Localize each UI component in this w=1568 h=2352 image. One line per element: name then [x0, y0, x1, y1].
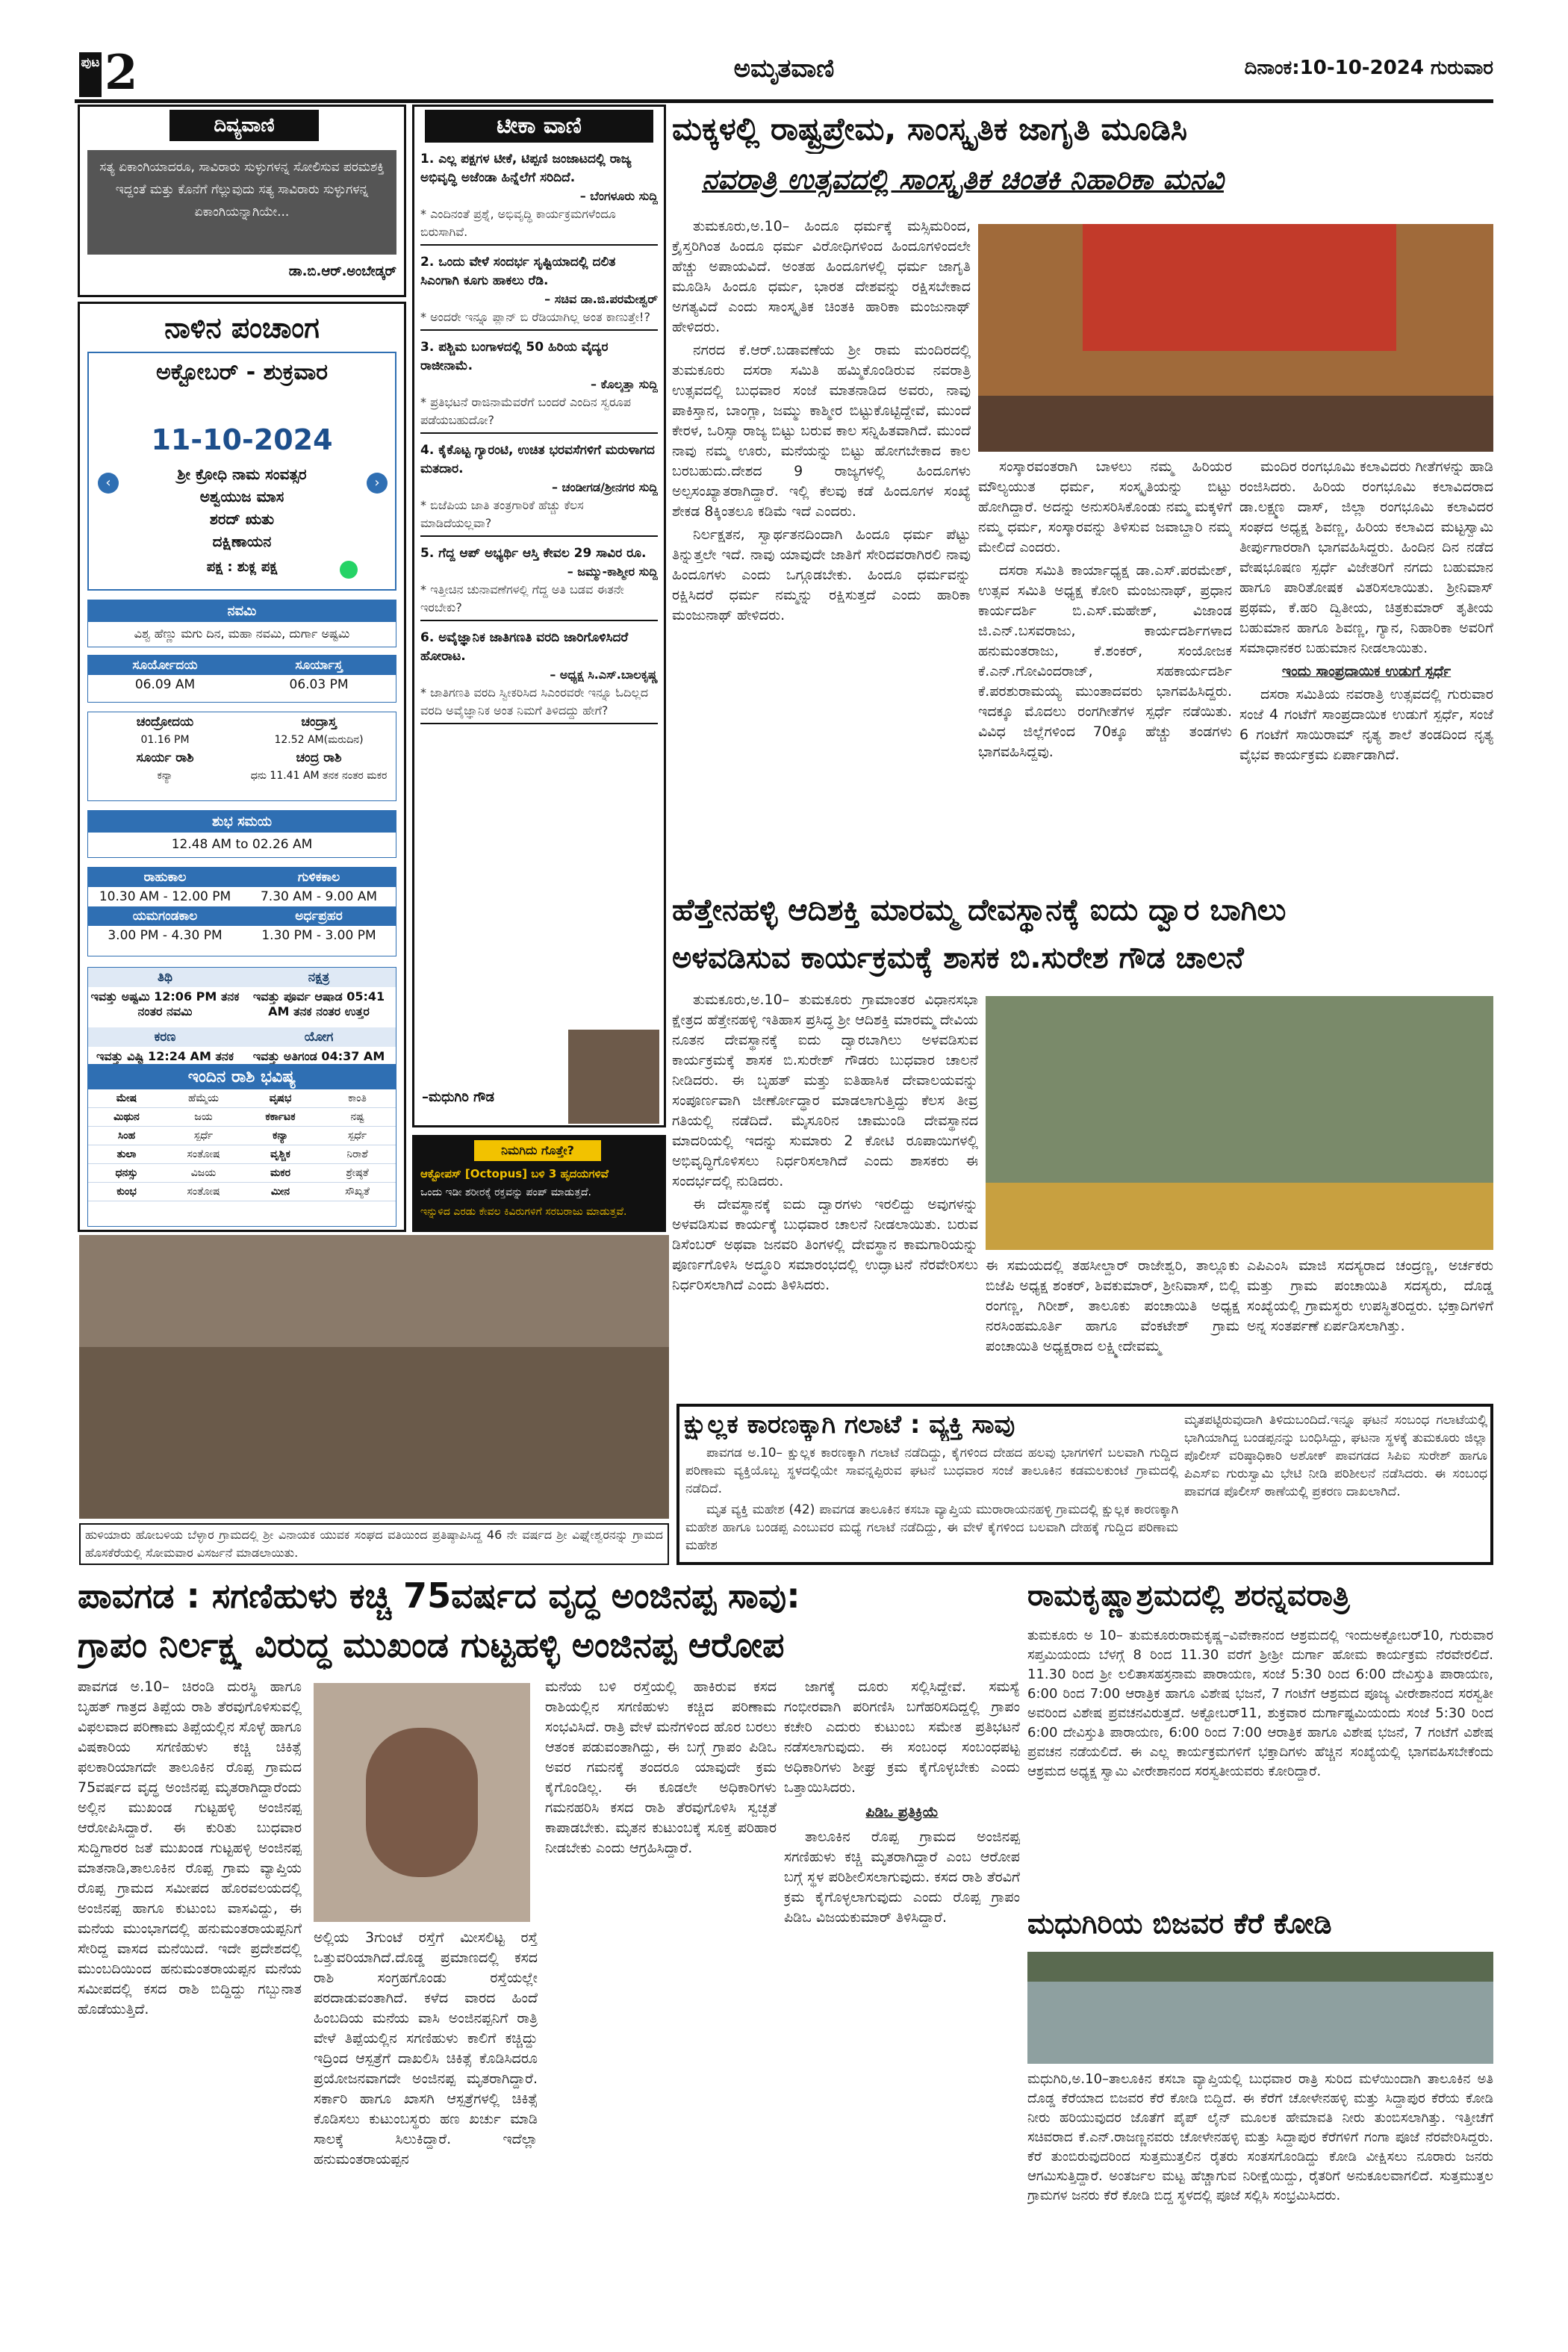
quiz-line-3: ಇನ್ನುಳಿದ ಎರಡು ಕೇವಲ ಕಿವಿರುಗಳಿಗೆ ಸರಬರಾಜು ಮಾಡುತ್ತವೆ.	[420, 1206, 627, 1218]
rashi-prediction: ಕಾಂತಿ	[348, 1092, 367, 1104]
calendar-line-3: ಶರದ್ ಋತು	[209, 510, 275, 528]
lake-photo	[1027, 1952, 1493, 2064]
rashi-row	[88, 1127, 396, 1145]
divyavani-author: ಡಾ.ಬಿ.ಆರ್.ಅಂಬೇಡ್ಕರ್	[288, 264, 396, 279]
rashi-prediction: ಶ್ರೇಷ್ಠತೆ	[346, 1167, 369, 1179]
galate-para-2: ಮೃತ ವ್ಯಕ್ತಿ ಮಹೇಶ (42) ಪಾವಗಡ ತಾಲೂಕಿನ ಕಸಬಾ ವ್ಯಾಪ್ತಿಯ ಮುರಾರಾಯನಹಳ್ಳಿ ಗ್ರಾಮದಲ್ಲಿ ಕ್ಷುಲ್ಲಕ ಕಾರಣಕ್ಕಾಗಿ ಮಹೇಶ ಹಾಗೂ ಬಂಡಪ್ಪ ಎಂಬುವರ ಮಧ್ಯೆ ಗಲಾಟೆ ನಡೆದಿದ್ದು, ಈ ವೇಳೆ ಕೈಗಳಿಂದ ಬಲವಾಗಿ ದೇಹಕ್ಕೆ ಗುದ್ದಿದ ಪರಿಣಾಮ ಮಹೇಶ	[685, 1502, 1178, 1553]
abhijit-label: ಅರ್ಧಪ್ರಹರ	[295, 909, 343, 924]
teeka-answer: * ಅಂದರೇ ಇನ್ನೂ ಪ್ಲಾನ್ ಬಿ ರೆಡಿಯಾಗಿಲ್ಲ ಅಂತ ಕಾಣುತ್ತೇ!?	[420, 310, 650, 324]
lead-col3	[1239, 457, 1493, 883]
lead-para-3: ನಿರ್ಲಕ್ಷತನ, ಸ್ವಾರ್ಥತನದಿಂದಾಗಿ ಹಿಂದೂ ಧರ್ಮ ಪೆಟ್ಟು ತಿನ್ನುತ್ತಲೇ ಇದೆ. ನಾವು ಯಾವುದೇ ಜಾತಿಗೆ ಸೇರಿದವರಾಗಿರಲಿ ನಾವು ಹಿಂದೂಗಳು ಎಂದು ಒಗ್ಗೂಡಬೇಕು. ಹಿಂದೂ ಧರ್ಮವನ್ನು ರಕ್ಷಿಸಿದರೆ ಧರ್ಮ ನಮ್ಮನ್ನು ರಕ್ಷಿಸುತ್ತದೆ ಎಂದು ಹಾರಿಕಾ ಮಂಜುನಾಥ್ ಹೇಳಿದರು.	[672, 526, 971, 623]
teeka-byline: –ಮಧುಗಿರಿ ಗೌಡ	[422, 1089, 494, 1105]
rashi-prediction: ನಿರಾಶೆ	[346, 1148, 368, 1160]
moon-block	[87, 712, 396, 801]
sunset-value: 06.03 PM	[289, 677, 349, 692]
festival-block	[87, 600, 396, 647]
stage-backdrop	[1083, 224, 1396, 351]
rashi-prediction: ಸ್ಪರ್ಧೆ	[193, 1130, 214, 1142]
teeka-box	[412, 105, 666, 1127]
teeka-source: – ಜಮ್ಮು-ಕಾಶ್ಮೀರ ಸುದ್ದಿ	[567, 564, 658, 579]
story2-photo	[986, 996, 1493, 1250]
quiz-box	[412, 1135, 666, 1232]
rashi-sign: ಕನ್ಯಾ	[273, 1130, 288, 1142]
lake-shore	[1027, 1952, 1493, 1982]
festival-text: ವಿಶ್ವ ಹೆಣ್ಣು ಮಗು ದಿನ, ಮಹಾ ನವಮಿ, ದುರ್ಗಾ ಅಷ್ಟಮಿ	[134, 626, 350, 641]
columnist-photo	[568, 1030, 659, 1124]
nakshatra-label: ನಕ್ಷತ್ರ	[242, 968, 396, 987]
rashi-prediction: ನಷ್ಟ	[350, 1111, 364, 1123]
teeka-question: 6. ಅವೈಜ್ಞಾನಿಕ ಜಾತಿಗಣತಿ ವರದಿ ಜಾರಿಗೊಳಿಸಿದರೆ ಹೋರಾಟ.	[420, 630, 629, 664]
shubha-block	[87, 810, 396, 858]
yama-value: 3.00 PM - 4.30 PM	[108, 928, 223, 943]
rashi-sign: ಮೇಷ	[116, 1092, 137, 1104]
rashi-sign: ವೃಶ್ಚಿಕ	[270, 1148, 290, 1160]
yoga-value: ಇವತ್ತು ಅತಿಗಂಡ 04:37 AM	[252, 1049, 385, 1063]
panchanga-box	[78, 302, 406, 1232]
lead-caption-left: ಸಂಸ್ಕಾರವಂತರಾಗಿ ಬಾಳಲು ನಮ್ಮ ಹಿರಿಯರ ಮೌಲ್ಯಯುತ ಧರ್ಮ, ಸಂಸ್ಕೃತಿಯನ್ನು ಬಿಟ್ಟು ಹೋಗಿದ್ದಾರೆ. ಅದನ್ನು ಅನುಸರಿಸಿಕೊಂಡು ನಮ್ಮ ಮಕ್ಕಳಿಗೆ ನಮ್ಮ ಧರ್ಮ, ಸಂಸ್ಕಾರವನ್ನು ತಿಳಿಸುವ ಜವಾಬ್ದಾರಿ ನಮ್ಮ ಮೇಲಿದೆ ಎಂದರು.	[978, 458, 1232, 556]
ganesha-caption: ಹುಳಿಯಾರು ಹೋಬಳಿಯ ಬೆಳ್ಳಾರ ಗ್ರಾಮದಲ್ಲಿ ಶ್ರೀ ವಿನಾಯಕ ಯುವಕ ಸಂಘದ ವತಿಯಿಂದ ಪ್ರತಿಷ್ಠಾಪಿಸಿದ್ದ 46 ನೇ ವರ್ಷದ ಶ್ರೀ ವಿಘ್ನೇಶ್ವರನನ್ನು ಗ್ರಾಮದ ಹೊಸಕೆರೆಯಲ್ಲಿ ಸೋಮವಾರ ವಿಸರ್ಜನೆ ಮಾಡಲಾಯಿತು.	[79, 1523, 669, 1565]
flower-pile	[986, 1183, 1493, 1250]
sunset-label: ಸೂರ್ಯಾಸ್ತ	[295, 658, 343, 673]
portrait-face	[366, 1728, 478, 1877]
lead-inner-head: ಇಂದು ಸಾಂಪ್ರದಾಯಿಕ ಉಡುಗೆ ಸ್ಪರ್ಧೆ	[1281, 663, 1452, 679]
surya-rashi-label: ಸೂರ್ಯ ರಾಶಿ	[136, 750, 194, 765]
lead-para-6: ದಸರಾ ಸಮಿತಿಯ ನವರಾತ್ರಿ ಉತ್ಸವದಲ್ಲಿ ಗುರುವಾರ ಸಂಜೆ 4 ಗಂಟೆಗೆ ಸಾಂಪ್ರದಾಯಿಕ ಉಡುಗೆ ಸ್ಪರ್ಧೆ, ಸಂಜೆ 6 ಗಂಟೆಗೆ ಸಾಯಿರಾಮ್ ನೃತ್ಯ ಶಾಲೆ ತಂಡದಿಂದ ನೃತ್ಯ ವೈಭವ ಕಾರ್ಯಕ್ರಮ ಏರ್ಪಾಡಾಗಿದೆ.	[1239, 686, 1493, 763]
teeka-answer: * ಬಿಜೆಪಿಯ ಜಾತಿ ತಂತ್ರಗಾರಿಕೆ ಹೆಚ್ಚು ಕೆಲಸ ಮಾಡಿದೆಯಲ್ಲವಾ?	[420, 498, 584, 530]
lead-para-4: ದಸರಾ ಸಮಿತಿ ಕಾರ್ಯಾಧ್ಯಕ್ಷ ಡಾ.ಎಸ್.ಪರಮೇಶ್, ಉತ್ಸವ ಸಮಿತಿ ಅಧ್ಯಕ್ಷ ಕೋರಿ ಮಂಜುನಾಥ್, ಪ್ರಧಾನ ಕಾರ್ಯದರ್ಶಿ ಬಿ.ಎಸ್.ಮಹೇಶ್, ವಿಜಾಂಡ ಜಿ.ಎನ್.ಬಸವರಾಜು, ಕಾರ್ಯದರ್ಶಿಗಳಾದ ಹನುಮಂತರಾಜು, ಕೆ.ಶಂಕರ್, ಸಂಯೋಜಕ ಕೆ.ಎನ್.ಗೋವಿಂದರಾಜ್, ಸಹಕಾರ್ಯದರ್ಶಿ ಕೆ.ಪರಶುರಾಮಯ್ಯ ಮುಂತಾದವರು ಭಾಗವಹಿಸಿದ್ದರು. ಇದಕ್ಕೂ ಮೊದಲು ರಂಗಗೀತೆಗಳ ಸ್ಪರ್ಧೆ ನಡೆಯಿತು. ವಿವಿಧ ಜಿಲ್ಲೆಗಳಿಂದ 70ಕ್ಕೂ ಹೆಚ್ಚು ತಂಡಗಳು ಭಾಗವಹಿಸಿದ್ದವು.	[978, 562, 1232, 760]
calendar-month-day: ಅಕ್ಟೋಬರ್ - ಶುಕ್ರವಾರ	[155, 359, 329, 385]
teeka-answer: * ಪ್ರತಿಭಟನೆ ರಾಜಿನಾಮೆವರೆಗೆ ಬಂದರೆ ಎಂದಿನ ಸ್ವರೂಪ ಪಡೆಯಬಹುದೋ?	[420, 395, 631, 427]
bottom-col3: ಮನೆಯ ಬಳಿ ರಸ್ತೆಯಲ್ಲಿ ಹಾಕಿರುವ ಕಸದ ರಾಶಿಯಲ್ಲಿನ ಸಗಣಿಹುಳು ಕಚ್ಚಿದ ಪರಿಣಾಮ ಸಂಭವಿಸಿದೆ. ರಾತ್ರಿ ವೇಳೆ ಮನೆಗಳಿಂದ ಹೊರ ಬರಲು ಆತಂಕ ಪಡುವಂತಾಗಿದ್ದು, ಈ ಬಗ್ಗೆ ಗ್ರಾಪಂ ಪಿಡಿಒ ಅವರ ಗಮನಕ್ಕೆ ತಂದರೂ ಯಾವುದೇ ಕ್ರಮ ಕೈಗೊಂಡಿಲ್ಲ. ಈ ಕೂಡಲೇ ಅಧಿಕಾರಿಗಳು ಗಮನಹರಿಸಿ ಕಸದ ರಾಶಿ ತೆರವುಗೊಳಿಸಿ ಸ್ವಚ್ಛತೆ ಕಾಪಾಡಬೇಕು. ಮೃತನ ಕುಟುಂಬಕ್ಕೆ ಸೂಕ್ತ ಪರಿಹಾರ ನೀಡಬೇಕು ಎಂದು ಆಗ್ರಹಿಸಿದ್ದಾರೆ.	[545, 1679, 777, 1856]
rashi-sign: ಮಿಥುನ	[113, 1111, 140, 1123]
rahu-value: 10.30 AM - 12.00 PM	[99, 889, 231, 904]
bottom-col4-subhead: ಪಿಡಿಒ ಪ್ರತಿಕ್ರಿಯೆ	[865, 1804, 939, 1820]
divyavani-title: ದಿವ್ಯವಾಣಿ	[169, 110, 319, 141]
bottom-col4-text-a: ಜಾಗಕ್ಕೆ ದೂರು ಸಲ್ಲಿಸಿದ್ದೇವೆ. ಸಮಸ್ಯೆ ಗಂಭೀರವಾಗಿ ಪರಿಗಣಿಸಿ ಬಗೆಹರಿಸದಿದ್ದಲ್ಲಿ ಗ್ರಾಪಂ ಕಚೇರಿ ಎದುರು ಕುಟುಂಬ ಸಮೇತ ಪ್ರತಿಭಟನೆ ನಡೆಸಲಾಗುವುದು. ಈ ಸಂಬಂಧ ಸಂಬಂಧಪಟ್ಟ ಅಧಿಕಾರಿಗಳು ಶೀಘ್ರ ಕ್ರಮ ಕೈಗೊಳ್ಳಬೇಕು ಎಂದು ಒತ್ತಾಯಿಸಿದರು.	[784, 1679, 1020, 1796]
rashi-row	[88, 1108, 396, 1127]
prev-day-button[interactable]: ‹	[98, 473, 119, 494]
rashi-prediction: ಸಂತೋಷ	[187, 1148, 220, 1160]
story2-headline-1: ಹೆತ್ತೇನಹಳ್ಳಿ ಆದಿಶಕ್ತಿ ಮಾರಮ್ಮ ದೇವಸ್ಥಾನಕ್ಕೆ ಐದು ದ್ವಾರ ಬಾಗಿಲು	[672, 893, 1287, 927]
moonrise-label: ಚಂದ್ರೋದಯ	[136, 715, 194, 729]
festival-head: ನವಮಿ	[88, 600, 396, 622]
rashi-sign: ತುಲಾ	[116, 1148, 137, 1160]
galate-box	[676, 1404, 1493, 1565]
calendar-card	[87, 352, 396, 591]
panchanga-title: ನಾಳಿನ ಪಂಚಾಂಗ	[164, 311, 320, 344]
galate-headline: ಕ್ಷುಲ್ಲಕ ಕಾರಣಕ್ಕಾಗಿ ಗಲಾಟೆ : ವ್ಯಕ್ತಿ ಸಾವು	[684, 1410, 1015, 1440]
teeka-item	[420, 441, 658, 537]
calendar-paksha: ಪಕ್ಷ : ಶುಕ್ಲ ಪಕ್ಷ	[206, 559, 278, 575]
rashi-grid	[88, 1089, 396, 1201]
rashi-sign: ಧನಸ್ಸು	[115, 1167, 138, 1179]
calendar-line-4: ದಕ್ಷಿಣಾಯನ	[212, 532, 272, 550]
paper-name: ಅಮೃತವಾಣಿ	[733, 54, 835, 84]
rashi-prediction: ಸಂತೋಷ	[187, 1186, 220, 1198]
ramakrishna-text: ತುಮಕೂರು ಅ 10– ತುಮಕೂರುರಾಮಕೃಷ್ಣ–ವಿವೇಕಾನಂದ ಆಶ್ರಮದಲ್ಲಿ ಇಂದುಅಕ್ಟೋಬರ್10, ಗುರುವಾರ ಸಪ್ತಮಿಯಂದು ಬೆಳಗ್ಗೆ 8 ರಿಂದ 11.30 ವರೆಗೆ ಶ್ರೀಶ್ರೀ ದುರ್ಗಾ ಹೋಮ ಕಾರ್ಯಕ್ರಮ ನೆರವೇರಲಿದೆ. 11.30 ರಿಂದ ಶ್ರೀ ಲಲಿತಾಸಹಸ್ರನಾಮ ಪಾರಾಯಣ, ಸಂಜೆ 5:30 ರಿಂದ 6:00 ದೇವಿಸ್ತುತಿ ಪಾರಾಯಣ, 6:00 ರಿಂದ 7:00 ಆರಾತ್ರಿಕ ಹಾಗೂ ವಿಶೇಷ ಭಜನೆ, 7 ಗಂಟೆಗೆ ಆಶ್ರಮದ ಪೂಜ್ಯ ವೀರೇಶಾನಂದ ಸರಸ್ವತೀ ಅವರಿಂದ ವಿಶೇಷ ಪ್ರವಚನವಿರುತ್ತದೆ. ಅಕ್ಟೋಬರ್11, ಶುಕ್ರವಾರ ದುರ್ಗಾಷ್ಟಮಿಯಂದು ಸಂಜೆ 5:30 ರಿಂದ 6:00 ದೇವಿಸ್ತುತಿ ಪಾರಾಯಣ, 6:00 ರಿಂದ 7:00 ಆರಾತ್ರಿಕ ಹಾಗೂ ವಿಶೇಷ ಭಜನೆ, 7 ಗಂಟೆಗೆ ವಿಶೇಷ ಪ್ರವಚನ ನಡೆಯಲಿದೆ. ಈ ಎಲ್ಲ ಕಾರ್ಯಕ್ರಮಗಳಿಗೆ ಭಕ್ತಾದಿಗಳು ಹೆಚ್ಚಿನ ಸಂಖ್ಯೆಯಲ್ಲಿ ಭಾಗವಹಿಸಬೇಕೆಂದು ಆಶ್ರಮದ ಅಧ್ಯಕ್ಷ ಸ್ವಾಮಿ ವೀರೇಶಾನಂದ ಸರಸ್ವತೀಯವರು ಕೋರಿದ್ದಾರೆ.	[1027, 1628, 1493, 1779]
teeka-item	[420, 150, 658, 246]
rashi-row	[88, 1089, 396, 1108]
rashi-sign: ಕುಂಭ	[116, 1186, 137, 1198]
sunrise-value: 06.09 AM	[134, 677, 196, 692]
crowd-band	[79, 1347, 669, 1519]
galate-col2: ಮೃತಪಟ್ಟಿರುವುದಾಗಿ ತಿಳಿದುಬಂದಿದೆ.ಇನ್ನೂ ಘಟನೆ ಸಂಬಂಧ ಗಲಾಟೆಯಲ್ಲಿ ಭಾಗಿಯಾಗಿದ್ದ ಬಂಡಪ್ಪನನ್ನು ಬಂಧಿಸಿದ್ದು, ಘಟನಾ ಸ್ಥಳಕ್ಕೆ ತುಮಕೂರು ಜಿಲ್ಲಾ ಪೊಲೀಸ್ ವರಿಷ್ಠಾಧಿಕಾರಿ ಅಶೋಕ್ ಪಾವಗಡದ ಸಿಪಿಐ ಸುರೇಶ್ ಹಾಗೂ ಪಿಎಸ್‌ಐ ಗುರುಸ್ವಾಮಿ ಭೇಟಿ ನೀಡಿ ಪರಿಶೀಲನೆ ನಡೆಸಿದರು. ಈ ಸಂಬಂಧ ಪಾವಗಡ ಪೊಲೀಸ್ ಠಾಣೆಯಲ್ಲಿ ಪ್ರಕರಣ ದಾಖಲಾಗಿದೆ.	[1184, 1413, 1487, 1499]
story2-para-2: ಈ ದೇವಸ್ಥಾನಕ್ಕೆ ಐದು ದ್ವಾರಗಳು ಇರಲಿದ್ದು ಅವುಗಳನ್ನು ಅಳವಡಿಸುವ ಕಾರ್ಯಕ್ಕೆ ಬುಧವಾರ ಚಾಲನೆ ನೀಡಲಾಯಿತು. ಬರುವ ಡಿಸೆಂಬರ್ ಅಥವಾ ಜನವರಿ ತಿಂಗಳಲ್ಲಿ ದೇವಸ್ಥಾನ ಕಾಮಗಾರಿಯನ್ನು ಪೂರ್ಣಗೊಳಿಸಿ ಅದ್ಧೂರಿ ಸಮಾರಂಭದಲ್ಲಿ ಉದ್ಘಾಟನೆ ನೆರವೇರಿಸಲು ನಿರ್ಧರಿಸಲಾಗಿದೆ ಎಂದು ತಿಳಿಸಿದರು.	[672, 1196, 978, 1293]
ramakrishna-headline: ರಾಮಕೃಷ್ಣಾಶ್ರಮದಲ್ಲಿ ಶರನ್ನವರಾತ್ರಿ	[1027, 1578, 1350, 1613]
divyavani-box	[78, 105, 406, 297]
bottom-col4-text-b: ತಾಲೂಕಿನ ರೊಪ್ಪ ಗ್ರಾಮದ ಅಂಜಿನಪ್ಪ ಸಗಣಿಹುಳು ಕಚ್ಚಿ ಮೃತರಾಗಿದ್ದಾರೆ ಎಂಬ ಆರೋಪ ಬಗ್ಗೆ ಸ್ಥಳ ಪರಿಶೀಲಿಸಲಾಗುವುದು. ಕಸದ ರಾಶಿ ತೆರವಿಗೆ ಕ್ರಮ ಕೈಗೊಳ್ಳಲಾಗುವುದು ಎಂದು ರೊಪ್ಪ ಗ್ರಾಪಂ ಪಿಡಿಒ ವಿಜಯಕುಮಾರ್ ತಿಳಿಸಿದ್ದಾರೆ.	[784, 1829, 1020, 1926]
rashi-row	[88, 1183, 396, 1201]
lead-photo	[978, 224, 1493, 452]
teeka-title: ಟೀಕಾ ವಾಣಿ	[425, 110, 653, 143]
ganesha-photo	[79, 1235, 669, 1519]
calendar-date: 11-10-2024	[151, 423, 333, 456]
surya-rashi-value: ಕನ್ಯಾ	[157, 770, 173, 782]
story2-headline-2: ಅಳವಡಿಸುವ ಕಾರ್ಯಕ್ರಮಕ್ಕೆ ಶಾಸಕ ಬಿ.ಸುರೇಶ ಗೌಡ ಚಾಲನೆ	[672, 941, 1244, 975]
rashi-sign: ಕರ್ಕಾಟಕ	[265, 1111, 296, 1123]
moonset-value: 12.52 AM(ಮರುದಿನ)	[274, 734, 364, 746]
rashi-block	[87, 1064, 396, 1227]
sun-block	[87, 655, 396, 703]
rashi-title: ಇಂದಿನ ರಾಶಿ ಭವಿಷ್ಯ	[88, 1065, 396, 1089]
story2-caption-left: ಈ ಸಮಯದಲ್ಲಿ ತಹಸೀಲ್ದಾರ್ ರಾಜೇಶ್ವರಿ, ತಾಲ್ಲೂಕು ಬಿಜೆಪಿ ಅಧ್ಯಕ್ಷ ಶಂಕರ್, ಶಿವಕುಮಾರ್, ಶ್ರೀನಿವಾಸ್, ಬಿಲ್ಲಿ ರಂಗಣ್ಣ, ಗಿರೀಶ್, ತಾಲೂಕು ಪಂಚಾಯಿತಿ ಅಧ್ಯಕ್ಷ ನರಸಿಂಹಮೂರ್ತಿ ಹಾಗೂ ವೆಂಕಟೇಶ್ ಗ್ರಾಮ ಪಂಚಾಯಿತಿ ಅಧ್ಯಕ್ಷರಾದ ಲಕ್ಷ್ಮೀದೇವಮ್ಮ	[986, 1257, 1239, 1354]
teeka-source: – ಬೆಂಗಳೂರು ಸುದ್ದಿ	[579, 189, 658, 203]
lead-para-1: ತುಮಕೂರು,ಅ.10– ಹಿಂದೂ ಧರ್ಮಕ್ಕೆ ಮಸ್ಸಿಮರಿಂದ, ಕ್ರೈಸ್ತರಿಗಿಂತ ಹಿಂದೂ ಧರ್ಮ ವಿರೋಧಿಗಳಿಂದ ಹಿಂದೂಗಳಿಂದಲೇ ಹೆಚ್ಚು ಅಪಾಯವಿದೆ. ಅಂತಹ ಹಿಂದೂಗಳಲ್ಲಿ ಧರ್ಮ ಜಾಗೃತಿ ಮೂಡಿಸಿ ಹಿಂದೂ ಧರ್ಮ, ಭಾರತ ದೇಶವನ್ನು ರಕ್ಷಿಸಬೇಕಾದ ಅಗತ್ಯವಿದೆ ಎಂದು ಸಾಂಸ್ಕೃತಿಕ ಚಿಂತಕಿ ಹಾರಿಕಾ ಮಂಜುನಾಥ್ ಹೇಳಿದರು.	[672, 218, 971, 335]
rashi-prediction: ಜಯ	[194, 1111, 213, 1123]
bottom-col2: ಅಲ್ಲಿಯ 3ಗುಂಟೆ ರಸ್ತೆಗೆ ಮೀಸಲಿಟ್ಟ ರಸ್ತೆ ಒತ್ತುವರಿಯಾಗಿದೆ.ದೊಡ್ಡ ಪ್ರಮಾಣದಲ್ಲಿ ಕಸದ ರಾಶಿ ಸಂಗ್ರಹಗೊಂಡು ರಸ್ತೆಯಲ್ಲೇ ಪರದಾಡುವಂತಾಗಿದೆ. ಕಳೆದ ವಾರದ ಹಿಂದೆ ಹಿಂಬದಿಯ ಮನೆಯ ವಾಸಿ ಅಂಜಿನಪ್ಪನಿಗೆ ರಾತ್ರಿ ವೇಳೆ ತಿಪ್ಪೆಯಲ್ಲಿನ ಸಗಣಿಹುಳು ಕಾಲಿಗೆ ಕಚ್ಚಿದ್ದು ಇದ್ರಿಂದ ಆಸ್ಪತ್ರೆಗೆ ದಾಖಲಿಸಿ ಚಿಕಿತ್ಸೆ ಕೊಡಿಸಿದರೂ ಪ್ರಯೋಜನವಾಗದೇ ಅಂಜಿನಪ್ಪ ಮೃತರಾಗಿದ್ದಾರೆ. ಸರ್ಕಾರಿ ಹಾಗೂ ಖಾಸಗಿ ಆಸ್ಪತ್ರೆಗಳಲ್ಲಿ ಚಿಕಿತ್ಸೆ ಕೊಡಿಸಲು ಕುಟುಂಬಸ್ಥರು ಹಣ ಖರ್ಚು ಮಾಡಿ ಸಾಲಕ್ಕೆ ಸಿಲುಕಿದ್ದಾರೆ. ಇದೆಲ್ಲಾ ಹನುಮಂತರಾಯಪ್ಪನ	[314, 1929, 538, 2168]
galate-para-1: ಪಾವಗಡ ಅ.10– ಕ್ಷುಲ್ಲಕ ಕಾರಣಕ್ಕಾಗಿ ಗಲಾಟೆ ನಡೆದಿದ್ದು, ಕೈಗಳಿಂದ ದೇಹದ ಹಲವು ಭಾಗಗಳಿಗೆ ಬಲವಾಗಿ ಗುದ್ದಿದ ಪರಿಣಾಮ ವ್ಯಕ್ತಿಯೊಬ್ಬ ಸ್ಥಳದಲ್ಲಿಯೇ ಸಾವನ್ನಪ್ಪಿರುವ ಘಟನೆ ಬುಧವಾರ ಸಂಜೆ ತಾಲೂಕಿನ ಕಡಮಲಕುಂಟೆ ಗ್ರಾಮದಲ್ಲಿ ನಡೆದಿದೆ.	[685, 1446, 1178, 1496]
calendar-line-2: ಅಶ್ವಯುಜ ಮಾಸ	[199, 488, 284, 505]
lead-col2	[978, 457, 1232, 883]
lead-para-2: ನಗರದ ಕೆ.ಆರ್.ಬಡಾವಣೆಯ ಶ್ರೀ ರಾಮ ಮಂದಿರದಲ್ಲಿ ತುಮಕೂರು ದಸರಾ ಸಮಿತಿ ಹಮ್ಮಿಕೊಂಡಿರುವ ನವರಾತ್ರಿ ಉತ್ಸವದಲ್ಲಿ ಬುಧವಾರ ಸಂಜೆ ಮಾತನಾಡಿದ ಅವರು, ನಾವು ಪಾಕಿಸ್ತಾನ, ಬಾಂಗ್ಲಾ, ಜಮ್ಮು ಕಾಶ್ಮೀರ ಬಿಟ್ಟುಕೊಟ್ಟಿದ್ದೇವೆ, ಮುಂದೆ ಕೇರಳ, ಒರಿಸ್ಸಾ ರಾಜ್ಯ ಬಿಟ್ಟು ಬರುವ ಕಾಲ ಸನ್ನಿಹಿತವಾಗಿದೆ. ಮುಂದೆ ನಾವು ನಮ್ಮ ಊರು, ಮನೆಯನ್ನು ಬಿಟ್ಟು ಹೋಗಬೇಕಾದ ಕಾಲ ಬರಬಹುದು.ದೇಶದ 9 ರಾಜ್ಯಗಳಲ್ಲಿ ಹಿಂದೂಗಳು ಅಲ್ಪಸಂಖ್ಯಾತರಾಗಿದ್ದಾರೆ. ಇಲ್ಲಿ ಕೆಲವು ಕಡೆ ಹಿಂದೂಗಳ ಸಂಖ್ಯೆ ಶೇಕಡ 8ಕ್ಕಿಂತಲೂ ಕಡಿಮೆ ಇದೆ ಎಂದರು.	[672, 342, 971, 520]
stage-floor	[978, 396, 1493, 452]
teeka-answer: * ಜಾತಿಗಣತಿ ವರದಿ ಸ್ವೀಕರಿಸಿದ ಸಿಎಂರವರೇ ಇನ್ನೂ ಓದಿಲ್ಲದ ವರದಿ ಅವೈಜ್ಞಾನಿಕ ಅಂತ ನಿಮಗೆ ತಿಳಿದದ್ದು ಹೇಗೆ?	[420, 685, 649, 718]
shubha-value: 12.48 AM to 02.26 AM	[171, 837, 313, 852]
abhijit-value: 1.30 PM - 3.00 PM	[261, 928, 376, 943]
story2-caption-right: ಎಪಿಎಂಸಿ ಮಾಜಿ ಸದಸ್ಯರಾದ ಚಂದ್ರಣ್ಣ, ಅರ್ಚಕರು ಮತ್ತು ಗ್ರಾಮ ಪಂಚಾಯಿತಿ ಸದಸ್ಯರು, ದೊಡ್ಡ ಸಂಖ್ಯೆಯಲ್ಲಿ ಗ್ರಾಮಸ್ಥರು ಉಪಸ್ಥಿತರಿದ್ದರು. ಭಕ್ತಾದಿಗಳಿಗೆ ಅನ್ನ ಸಂತರ್ಪಣೆ ಏರ್ಪಡಿಸಲಾಗಿತ್ತು.	[1247, 1257, 1493, 1334]
teeka-source: – ಚಂಡೀಗಡ/ಶ್ರೀನಗರ ಸುದ್ದಿ	[551, 480, 658, 494]
teeka-item	[420, 338, 658, 434]
gulika-value: 7.30 AM - 9.00 AM	[260, 889, 378, 904]
divyavani-quote: ಸತ್ಯ ಏಕಾಂಗಿಯಾದರೂ, ಸಾವಿರಾರು ಸುಳ್ಳುಗಳನ್ನ ಸೋಲಿಸುವ ಪರಮಶಕ್ತಿ ಇದ್ದಂತೆ ಮತ್ತು ಕೊನೆಗೆ ಗೆಲ್ಲುವುದು ಸತ್ಯ ಸಾವಿರಾರು ಸುಳ್ಳುಗಳನ್ನ ಏಕಾಂಗಿಯನ್ನಾಗಿಯೇ...	[87, 150, 396, 255]
madhugiri-headline: ಮಧುಗಿರಿಯ ಬಿಜವರ ಕೆರೆ ಕೋಡಿ	[1027, 1907, 1332, 1940]
teeka-question: 5. ಗೆದ್ದ ಆಪ್ ಅಭ್ಯರ್ಥಿ ಆಸ್ತಿ ಕೇವಲ 29 ಸಾವಿರ ರೂ.	[420, 546, 647, 561]
teeka-answer: * ಇತ್ತೀಚಿನ ಚುನಾವಣೆಗಳಲ್ಲಿ ಗೆದ್ದ ಅತಿ ಬಡವ ಈತನೇ ಇರಬೇಕು?	[420, 582, 624, 615]
rashi-row	[88, 1164, 396, 1183]
rashi-row	[88, 1145, 396, 1164]
rashi-prediction: ಸೌಖ್ಯತೆ	[345, 1186, 370, 1198]
chandra-rashi-value: ಧನು 11.41 AM ತನಕ ನಂತರ ಮಕರ	[250, 770, 388, 782]
karana-value: ಇವತ್ತು ವಿಷ್ಟಿ 12:24 AM ತನಕ	[96, 1049, 234, 1063]
teeka-source: – ಕೊಲ್ಕತ್ತಾ ಸುದ್ದಿ	[591, 377, 658, 391]
tithi-value: ಇವತ್ತು ಅಷ್ಟಮಿ 12:06 PM ತನಕ ನಂತರ ನವಮಿ	[90, 989, 240, 1018]
quiz-line-2: ಒಂದು ಇಡೀ ಶರೀರಕ್ಕೆ ರಕ್ತವನ್ನು ಪಂಪ್ ಮಾಡುತ್ತದೆ.	[420, 1186, 591, 1198]
tithi-label: ತಿಥಿ	[88, 968, 242, 987]
nakshatra-value: ಇವತ್ತು ಪೂರ್ವ ಆಷಾಡ 05:41 AM ತನಕ ನಂತರ ಉತ್ತರ	[252, 989, 385, 1018]
madhugiri-text: ಮಧುಗಿರಿ,ಅ.10–ತಾಲೂಕಿನ ಕಸಬಾ ವ್ಯಾಪ್ತಿಯಲ್ಲಿ ಬುಧವಾರ ರಾತ್ರಿ ಸುರಿದ ಮಳೆಯಿಂದಾಗಿ ತಾಲೂಕಿನ ಅತಿ ದೊಡ್ಡ ಕೆರೆಯಾದ ಬಿಜವರ ಕೆರೆ ಕೋಡಿ ಬಿದ್ದಿದೆ. ಈ ಕೆರೆಗೆ ಚೋಳೇನಹಳ್ಳಿ ಮತ್ತು ಸಿದ್ದಾಪುರ ಕೆರೆಯ ಕೋಡಿ ನೀರು ಹರಿಯುವುದರ ಜೊತೆಗೆ ಪೈಪ್ ಲೈನ್ ಮೂಲಕ ಹೇಮಾವತಿ ನೀರು ತುಂಬಿಸಲಾಗಿತ್ತು. ಇತ್ತೀಚೆಗೆ ಸಚಿವರಾದ ಕೆ.ಎನ್.ರಾಜಣ್ಣನವರು ಚೋಳೇನಹಳ್ಳಿ ಮತ್ತು ಸಿದ್ದಾಪುರ ಕೆರೆಗಳಿಗೆ ಗಂಗಾ ಪೂಜೆ ನೆರವೇರಿಸಿದ್ದರು. ಕೆರೆ ತುಂಬಿರುವುದರಿಂದ ಸುತ್ತಮುತ್ತಲಿನ ರೈತರು ಸಂತಸಗೊಂಡಿದ್ದು ಕೋಡಿ ವೀಕ್ಷಿಸಲು ನೂರಾರು ಜನರು ಆಗಮಿಸುತ್ತಿದ್ದಾರೆ. ಅಂತರ್ಜಲ ಮಟ್ಟ ಹೆಚ್ಚಾಗುವ ನಿರೀಕ್ಷೆಯಿದ್ದು, ರೈತರಿಗೆ ಅನುಕೂಲವಾಗಲಿದೆ. ಸುತ್ತಮುತ್ತಲ ಗ್ರಾಮಗಳ ಜನರು ಕೆರೆ ಕೋಡಿ ಬಿದ್ದ ಸ್ಥಳದಲ್ಲಿ ಪೂಜೆ ಸಲ್ಲಿಸಿ ಸಂಭ್ರಮಿಸಿದರು.	[1027, 2071, 1493, 2203]
lead-para-5: ಮಂದಿರ ರಂಗಭೂಮಿ ಕಲಾವಿದರು ಗೀತೆಗಳನ್ನು ಹಾಡಿ ರಂಜಿಸಿದರು. ಹಿರಿಯ ರಂಗಭೂಮಿ ಕಲಾವಿದರಾದ ಡಾ.ಲಕ್ಷ್ಮಣ ದಾಸ್, ಜಿಲ್ಲಾ ರಂಗಭೂಮಿ ಕಲಾವಿದರ ಸಂಘದ ಅಧ್ಯಕ್ಷ ಶಿವಣ್ಣ, ಹಿರಿಯ ಕಲಾವಿದ ಮಟ್ಟಸ್ವಾಮಿ ತೀರ್ಪುಗಾರರಾಗಿ ಭಾಗವಹಿಸಿದ್ದರು. ಹಿಂದಿನ ದಿನ ನಡೆದ ವೇಷಭೂಷಣ ಸ್ಪರ್ಧೆ ವಿಜೇತರಿಗೆ ನಗದು ಬಹುಮಾನ ಹಾಗೂ ಪಾರಿತೋಷಕ ವಿತರಿಸಲಾಯಿತು. ಶ್ರೀನಿವಾಸ್ ಪ್ರಥಮ, ಕೆ.ಹರಿ ದ್ವಿತೀಯ, ಚಿತ್ರಕುಮಾರ್ ತೃತೀಯ ಬಹುಮಾನ ಹಾಗೂ ಶಿವಣ್ಣ, ಗ್ಯಾನ, ನಿಹಾರಿಕಾ ಅವರಿಗೆ ಸಮಾಧಾನಕರ ಬಹುಮಾನ ನೀಡಲಾಯಿತು.	[1239, 458, 1493, 656]
kala-block	[87, 867, 396, 956]
teeka-question: 1. ಎಲ್ಲ ಪಕ್ಷಗಳ ಟೀಕೆ, ಟಿಪ್ಪಣಿ ಜಂಜಾಟದಲ್ಲಿ ರಾಜ್ಯ ಅಭಿವೃದ್ಧಿ ಅಜೆಂಡಾ ಹಿನ್ನೆಲೆಗೆ ಸರಿದಿದೆ.	[420, 152, 632, 185]
moonrise-value: 01.16 PM	[140, 734, 190, 746]
rashi-sign: ಮಕರ	[270, 1167, 291, 1179]
rashi-sign: ವೃಷಭ	[269, 1092, 292, 1104]
teeka-item	[420, 544, 658, 621]
rashi-prediction: ವಿಜಯ	[190, 1167, 217, 1179]
page-number: 2	[105, 46, 138, 101]
date-line: ದಿನಾಂಕ:10-10-2024 ಗುರುವಾರ	[1244, 57, 1493, 79]
bottom-col4	[784, 1677, 1020, 2319]
karana-label: ಕರಣ	[88, 1027, 242, 1047]
calendar-line-1: ಶ್ರೀ ಕ್ರೋಧಿ ನಾಮ ಸಂವತ್ಸರ	[177, 465, 307, 483]
moonset-label: ಚಂದ್ರಾಸ್ತ	[301, 715, 337, 729]
elder-portrait	[314, 1683, 530, 1922]
story2-para-1: ತುಮಕೂರು,ಅ.10– ತುಮಕೂರು ಗ್ರಾಮಾಂತರ ವಿಧಾನಸಭಾ ಕ್ಷೇತ್ರದ ಹೆತ್ತೇನಹಳ್ಳಿ ಇತಿಹಾಸ ಪ್ರಸಿದ್ಧ ಶ್ರೀ ಆದಿಶಕ್ತಿ ಮಾರಮ್ಮ ದೇವಿಯ ನೂತನ ದೇವಸ್ಥಾನಕ್ಕೆ ಐದು ದ್ವಾರಬಾಗಿಲು ಅಳವಡಿಸುವ ಕಾರ್ಯಕ್ರಮಕ್ಕೆ ಶಾಸಕ ಬಿ.ಸುರೇಶ್ ಗೌಡರು ಬುಧವಾರ ಚಾಲನೆ ನೀಡಿದರು. ಈ ಬೃಹತ್ ಮತ್ತು ಐತಿಹಾಸಿಕ ದೇವಾಲಯವನ್ನು ಸಂಪೂರ್ಣವಾಗಿ ಜೀರ್ಣೋದ್ಧಾರ ಮಾಡಲಾಗುತ್ತಿದ್ದು ಕೆಲಸ ತೀವ್ರ ಗತಿಯಲ್ಲಿ ನಡೆದಿದೆ. ಮೈಸೂರಿನ ಚಾಮುಂಡಿ ದೇವಸ್ಥಾನದ ಮಾದರಿಯಲ್ಲಿ ಇದನ್ನು ಸುಮಾರು 2 ಕೋಟಿ ರೂಪಾಯಿಗಳಲ್ಲಿ ಅಭಿವೃದ್ಧಿಗೊಳಿಸಲು ನಿರ್ಧರಿಸಲಾಗಿದೆ ಎಂದು ಶಾಸಕರು ಈ ಸಂದರ್ಭದಲ್ಲಿ ನುಡಿದರು.	[672, 992, 978, 1189]
teeka-items	[420, 150, 658, 1083]
teeka-question: 4. ಕೈಕೊಟ್ಟ ಗ್ಯಾರಂಟಿ, ಉಚಿತ ಭರವಸೆಗಳಿಗೆ ಮರುಳಾಗದ ಮತದಾರ.	[420, 443, 655, 476]
page-tag: ಪುಟ	[79, 52, 102, 97]
quiz-title: ನಿಮಗಿದು ಗೊತ್ತೇ?	[474, 1140, 601, 1161]
teeka-item	[420, 629, 658, 724]
shubha-label: ಶುಭ ಸಮಯ	[88, 811, 396, 833]
teeka-question: 2. ಒಂದು ವೇಳೆ ಸಂದರ್ಭ ಸೃಷ್ಟಿಯಾದಲ್ಲಿ ದಲಿತ ಸಿಎಂಗಾಗಿ ಕೂಗು ಹಾಕಲು ರೆಡಿ.	[420, 255, 616, 288]
yoga-label: ಯೋಗ	[242, 1027, 396, 1047]
rashi-sign: ಮೀನ	[270, 1186, 290, 1198]
lead-col1	[672, 217, 971, 889]
rashi-prediction: ಸ್ಪರ್ಧೆ	[347, 1130, 367, 1142]
teeka-item	[420, 253, 658, 331]
quiz-line-1: ಆಕ್ಟೋಪಸ್ [Octopus] ಬಳಿ 3 ಹೃದಯಗಳಿವೆ	[420, 1167, 609, 1180]
yama-label: ಯಮಗಂಡಕಾಲ	[132, 909, 198, 924]
teeka-source: – ಅಧ್ಯಕ್ಷ ಸಿ.ಎಸ್.ಬಾಲಕೃಷ್ಣ	[550, 668, 658, 682]
bottom-col1: ಪಾವಗಡ ಅ.10– ಚಿರಂಡಿ ದುರಸ್ಥಿ ಹಾಗೂ ಬೃಹತ್ ಗಾತ್ರದ ತಿಪ್ಪೆಯ ರಾಶಿ ತೆರವುಗೊಳಿಸುವಲ್ಲಿ ವಿಫಲವಾದ ಪರಿಣಾಮ ತಿಪ್ಪೆಯಲ್ಲಿನ ಸೊಳ್ಳೆ ಹಾಗೂ ವಿಷಕಾರಿಯ ಸಗಣಿಹುಳು ಕಚ್ಚಿ ಚಿಕಿತ್ಸೆ ಫಲಕಾರಿಯಾಗದೇ ತಾಲೂಕಿನ ರೊಪ್ಪ ಗ್ರಾಮದ 75ವರ್ಷದ ವೃದ್ಧ ಅಂಜಿನಪ್ಪ ಮೃತರಾಗಿದ್ದಾರೆಂದು ಅಲ್ಲಿನ ಮುಖಂಡ ಗುಟ್ಟಹಳ್ಳಿ ಅಂಜಿನಪ್ಪ ಆರೋಪಿಸಿದ್ದಾರೆ. ಈ ಕುರಿತು ಬುಧವಾರ ಸುದ್ದಿಗಾರರ ಜತೆ ಮುಖಂಡ ಗುಟ್ಟಹಳ್ಳಿ ಅಂಜಿನಪ್ಪ ಮಾತನಾಡಿ,ತಾಲೂಕಿನ ರೊಪ್ಪ ಗ್ರಾಮ ವ್ಯಾಪ್ತಿಯ ರೊಪ್ಪ ಗ್ರಾಮದ ಸಮೀಪದ ಹೊರವಲಯದಲ್ಲಿ ಅಂಜಿನಪ್ಪ ಹಾಗೂ ಕುಟುಂಬ ವಾಸವಿದ್ದು, ಈ ಮನೆಯ ಮುಂಭಾಗದಲ್ಲಿ ಹನುಮಂತರಾಯಪ್ಪನಿಗೆ ಸೇರಿದ್ದ ವಾಸದ ಮನೆಯಿದೆ. ಇದೇ ಪ್ರದೇಶದಲ್ಲಿ ಮುಂಬದಿಯಿಂದ ಹನುಮಂತರಾಯಪ್ಪನ ಮನೆಯ ಸಮೀಪದಲ್ಲಿ ಕಸದ ರಾಶಿ ಬಿದ್ದಿದ್ದು ಗಬ್ಬುನಾತ ಹೊಡೆಯುತ್ತಿದೆ.	[78, 1679, 302, 2017]
rashi-sign: ಸಿಂಹ	[117, 1130, 136, 1142]
whatsapp-icon	[340, 561, 358, 579]
teeka-question: 3. ಪಶ್ಚಿಮ ಬಂಗಾಳದಲ್ಲಿ 50 ಹಿರಿಯ ವೈದ್ಯರ ರಾಜೀನಾಮೆ.	[420, 340, 609, 373]
teeka-source: – ಸಚಿವ ಡಾ.ಜಿ.ಪರಮೇಶ್ವರ್	[544, 292, 658, 306]
galate-col1	[685, 1444, 1178, 1564]
rashi-prediction: ಹೆಮ್ಮೆಯ	[187, 1092, 220, 1104]
teeka-answer: * ಎಂದಿನಂತೆ ಪ್ರಶ್ನೆ, ಅಭಿವೃದ್ಧಿ ಕಾರ್ಯಕ್ರಮಗಳೆಂದೂ ಬಿರುಸಾಗಿವೆ.	[420, 207, 616, 239]
bottom-headline-1: ಪಾವಗಡ : ಸಗಣಿಹುಳು ಕಚ್ಚಿ 75ವರ್ಷದ ವೃದ್ಧ ಅಂಜಿನಪ್ಪ ಸಾವು:	[78, 1575, 800, 1616]
masthead	[75, 46, 1493, 103]
next-day-button[interactable]: ›	[367, 473, 388, 494]
sunrise-label: ಸೂರ್ಯೋದಯ	[132, 658, 198, 673]
rahu-label: ರಾಹುಕಾಲ	[143, 870, 187, 885]
gulika-label: ಗುಳಿಕಕಾಲ	[297, 870, 340, 885]
lead-headline: ಮಕ್ಕಳಲ್ಲಿ ರಾಷ್ಟ್ರಪ್ರೇಮ, ಸಾಂಸ್ಕೃತಿಕ ಜಾಗೃತಿ ಮೂಡಿಸಿ	[672, 111, 1188, 147]
lead-subhead: ನವರಾತ್ರಿ ಉತ್ಸವದಲ್ಲಿ ಸಾಂಸ್ಕೃತಿಕ ಚಿಂತಕಿ ನಿಹಾರಿಕಾ ಮನವಿ	[702, 163, 1224, 196]
chandra-rashi-label: ಚಂದ್ರ ರಾಶಿ	[296, 750, 342, 765]
bottom-headline-2: ಗ್ರಾಪಂ ನಿರ್ಲಕ್ಷ್ಯ ವಿರುದ್ಧ ಮುಖಂಡ ಗುಟ್ಟಹಳ್ಳಿ ಅಂಜಿನಪ್ಪ ಆರೋಪ	[78, 1625, 785, 1665]
